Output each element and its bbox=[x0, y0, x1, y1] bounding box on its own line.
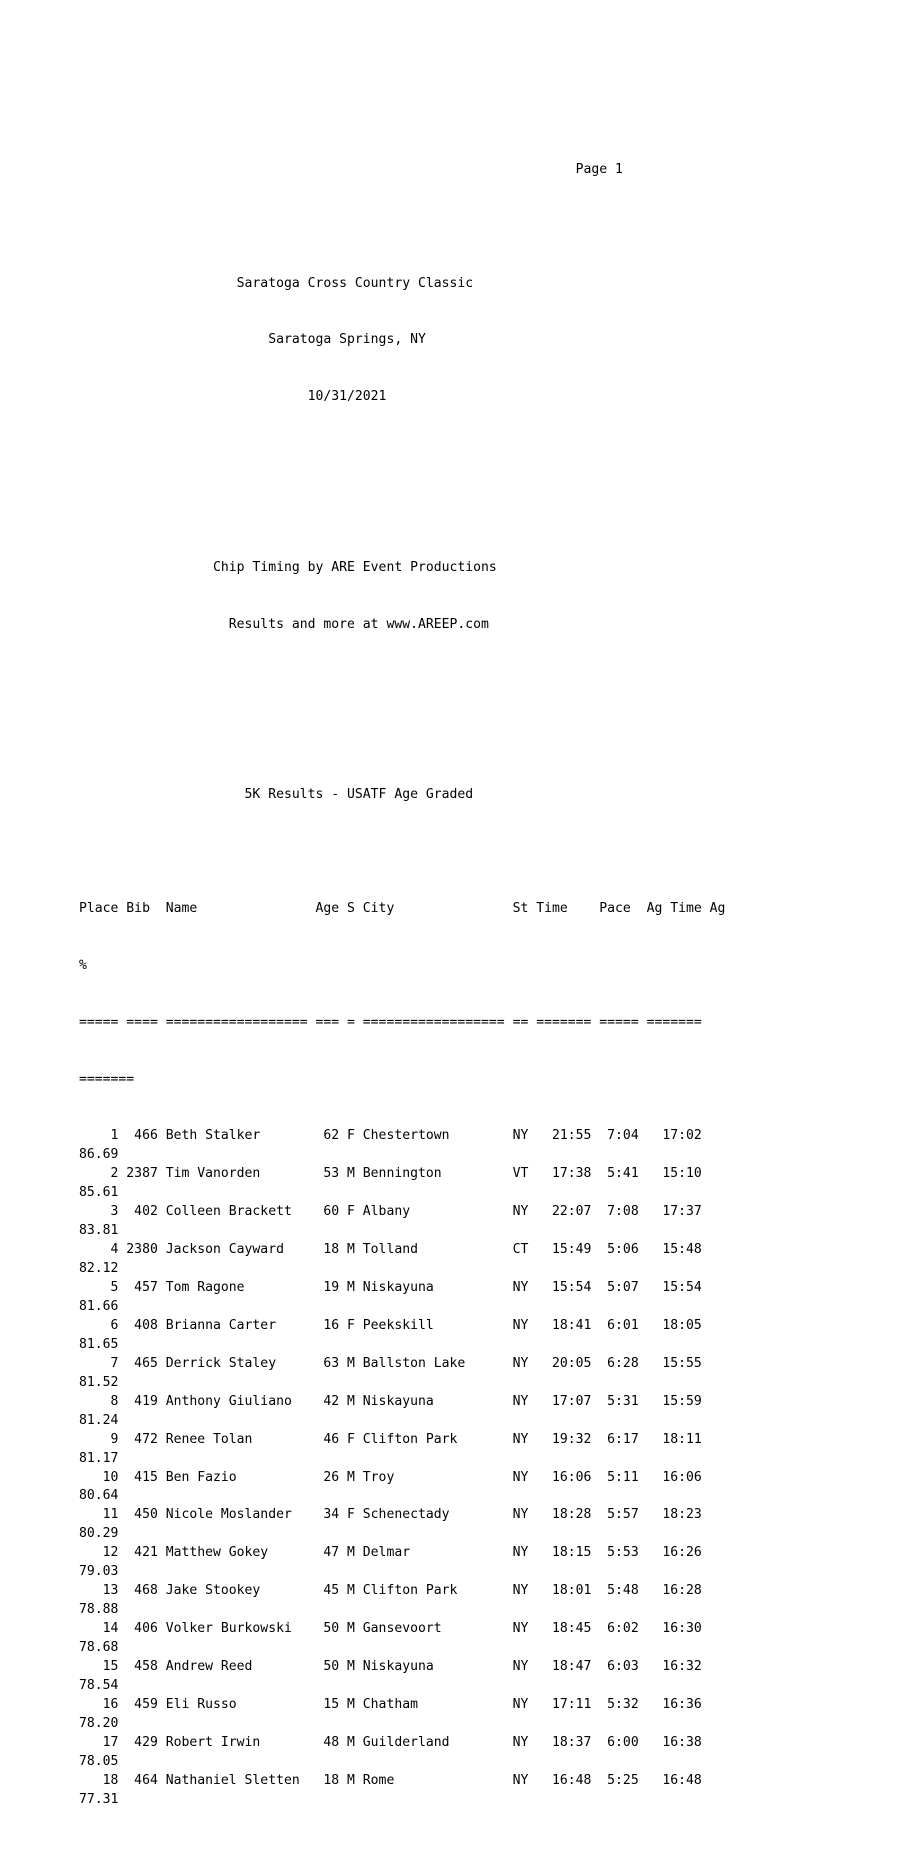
table-row: 13 468 Jake Stookey 45 M Clifton Park NY 18:01 5:48 16:28 bbox=[79, 1583, 702, 1599]
spacer bbox=[79, 729, 725, 748]
table-row-ag-percent: 77.31 bbox=[79, 1791, 119, 1807]
table-header-line-2: % bbox=[79, 957, 87, 973]
table-row: 6 408 Brianna Carter 16 F Peekskill NY 18:41 6:01 18:05 bbox=[79, 1317, 702, 1333]
table-row-ag-percent: 78.20 bbox=[79, 1715, 119, 1731]
table-row-ag-percent: 78.54 bbox=[79, 1678, 119, 1694]
table-row: 2 2387 Tim Vanorden 53 M Bennington VT 17:38 5:41 15:10 bbox=[79, 1166, 702, 1182]
event-date: 10/31/2021 bbox=[79, 389, 387, 405]
event-location: Saratoga Springs, NY bbox=[79, 332, 426, 348]
table-row: 11 450 Nicole Moslander 34 F Schenectady NY 18:28 5:57 18:23 bbox=[79, 1507, 702, 1523]
report-text-block bbox=[79, 104, 725, 1867]
table-row-ag-percent: 81.65 bbox=[79, 1336, 119, 1352]
table-row-ag-percent: 81.66 bbox=[79, 1298, 119, 1314]
table-row: 4 2380 Jackson Cayward 18 M Tolland CT 15:49 5:06 15:48 bbox=[79, 1242, 702, 1258]
event-title: Saratoga Cross Country Classic bbox=[79, 275, 474, 291]
table-row-ag-percent: 78.88 bbox=[79, 1602, 119, 1618]
table-row: 10 415 Ben Fazio 26 M Troy NY 16:06 5:11 16:06 bbox=[79, 1469, 702, 1485]
spacer bbox=[79, 218, 725, 237]
spacer bbox=[79, 843, 725, 862]
table-row-ag-percent: 82.12 bbox=[79, 1261, 119, 1277]
spacer bbox=[79, 673, 725, 692]
table-row: 7 465 Derrick Staley 63 M Ballston Lake NY 20:05 6:28 15:55 bbox=[79, 1355, 702, 1371]
table-header-line-1: Place Bib Name Age S City St Time Pace Ag Time Ag bbox=[79, 900, 726, 916]
table-row-ag-percent: 79.03 bbox=[79, 1564, 119, 1580]
table-row: 1 466 Beth Stalker 62 F Chestertown NY 21:55 7:04 17:02 bbox=[79, 1128, 702, 1144]
table-row-ag-percent: 81.24 bbox=[79, 1412, 119, 1428]
results-url: Results and more at www.AREEP.com bbox=[79, 616, 489, 632]
table-row: 17 429 Robert Irwin 48 M Guilderland NY 18:37 6:00 16:38 bbox=[79, 1734, 702, 1750]
table-row-ag-percent: 81.52 bbox=[79, 1374, 119, 1390]
timing-credit: Chip Timing by ARE Event Productions bbox=[79, 559, 497, 575]
table-row: 9 472 Renee Tolan 46 F Clifton Park NY 19:32 6:17 18:11 bbox=[79, 1431, 702, 1447]
spacer bbox=[79, 445, 725, 464]
table-separator-line-2: ======= bbox=[79, 1071, 135, 1087]
table-row-ag-percent: 86.69 bbox=[79, 1147, 119, 1163]
table-row-ag-percent: 80.29 bbox=[79, 1526, 119, 1542]
table-row: 14 406 Volker Burkowski 50 M Gansevoort NY 18:45 6:02 16:30 bbox=[79, 1621, 702, 1637]
page-number: Page 1 bbox=[79, 161, 623, 177]
table-row: 8 419 Anthony Giuliano 42 M Niskayuna NY 17:07 5:31 15:59 bbox=[79, 1393, 702, 1409]
table-row: 3 402 Colleen Brackett 60 F Albany NY 22:07 7:08 17:37 bbox=[79, 1204, 702, 1220]
table-row-ag-percent: 83.81 bbox=[79, 1223, 119, 1239]
table-row-ag-percent: 81.17 bbox=[79, 1450, 119, 1466]
spacer bbox=[79, 502, 725, 521]
table-row: 5 457 Tom Ragone 19 M Niskayuna NY 15:54 5:07 15:54 bbox=[79, 1280, 702, 1295]
results-rows bbox=[79, 1127, 725, 1809]
table-row: 15 458 Andrew Reed 50 M Niskayuna NY 18:47 6:03 16:32 bbox=[79, 1659, 702, 1675]
table-row: 12 421 Matthew Gokey 47 M Delmar NY 18:15 5:53 16:26 bbox=[79, 1545, 702, 1561]
table-row-ag-percent: 78.05 bbox=[79, 1753, 119, 1769]
table-row: 16 459 Eli Russo 15 M Chatham NY 17:11 5:32 16:36 bbox=[79, 1696, 702, 1712]
table-row-ag-percent: 80.64 bbox=[79, 1488, 119, 1504]
table-row-ag-percent: 85.61 bbox=[79, 1185, 119, 1201]
table-row: 18 464 Nathaniel Sletten 18 M Rome NY 16:48 5:25 16:48 bbox=[79, 1772, 702, 1788]
table-row-ag-percent: 78.68 bbox=[79, 1640, 119, 1656]
results-subtitle: 5K Results - USATF Age Graded bbox=[79, 787, 474, 803]
table-separator-line-1: ===== ==== ================== === = ================== == ======= ===== ======= bbox=[79, 1014, 702, 1030]
